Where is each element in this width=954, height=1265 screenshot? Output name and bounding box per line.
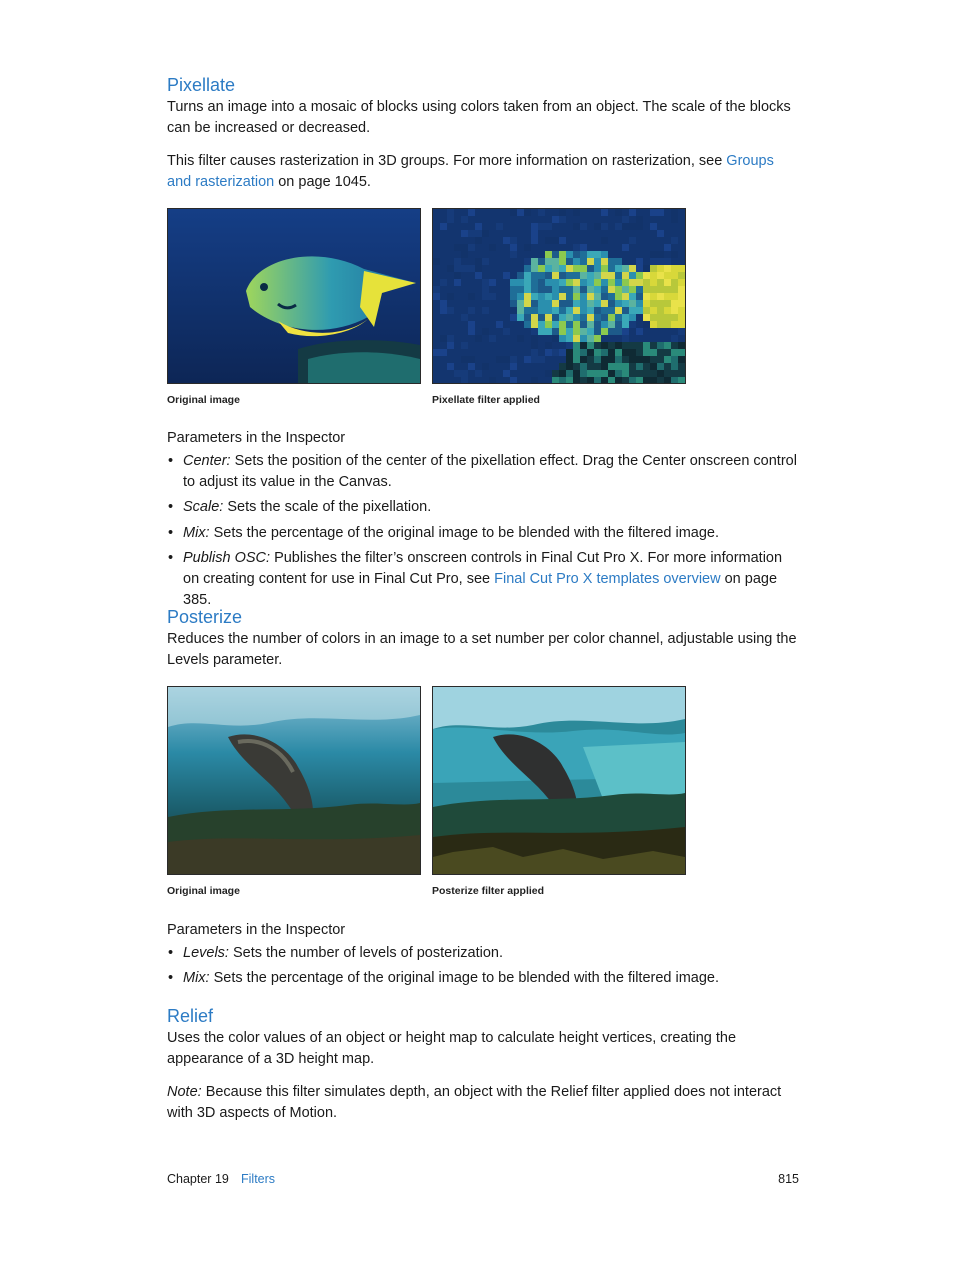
param-desc: Sets the position of the center of the pixellation effect. Drag the Center onscreen control to adjust its value in the Canvas. — [183, 453, 797, 490]
footer-section-link[interactable]: Filters — [241, 1172, 276, 1186]
param-desc: Publishes the filter’s onscreen controls in Final Cut Pro X. For more information on creating content for use in Final Cut Pro, see — [183, 550, 783, 587]
posterize-heading: Posterize — [167, 607, 243, 627]
pixellate-params-heading: Parameters in the Inspector — [167, 430, 346, 446]
bullet: • — [168, 945, 174, 961]
bullet: • — [168, 550, 174, 566]
param-name: Mix: — [183, 970, 210, 986]
param-name: Center: — [183, 453, 231, 469]
bullet: • — [168, 970, 174, 986]
footer-page-number: 815 — [778, 1172, 799, 1186]
posterize-params-heading: Parameters in the Inspector — [167, 922, 346, 938]
posterize-original-image — [167, 686, 421, 875]
param-desc: Sets the number of levels of posterization. — [228, 945, 503, 961]
pixellate-original-caption: Original image — [167, 394, 240, 406]
relief-note — [167, 1082, 799, 1124]
bullet: • — [168, 453, 174, 469]
posterize-filtered-image — [432, 686, 686, 875]
pixellate-heading: Pixellate — [167, 75, 236, 95]
pixellate-filtered-caption: Pixellate filter applied — [432, 394, 540, 406]
rasterization-page-ref: on page 1045. — [274, 174, 371, 190]
final-cut-pro-templates-link[interactable]: Final Cut Pro X templates overview — [494, 571, 721, 587]
bullet: • — [168, 499, 174, 515]
param-name: Mix: — [183, 525, 210, 541]
param-name: Levels: — [183, 945, 229, 961]
bullet: • — [168, 525, 174, 541]
rasterization-text: This filter causes rasterization in 3D groups. For more information on rasterization, see — [167, 153, 727, 169]
footer-chapter: Chapter 19 — [167, 1172, 229, 1186]
param-desc: Sets the scale of the pixellation. — [223, 499, 432, 515]
param-page-ref: on page 385. — [183, 571, 778, 608]
relief-heading: Relief — [167, 1006, 214, 1026]
pixellate-original-image — [167, 208, 421, 384]
note-text: Because this filter simulates depth, an object with the Relief filter applied does not interact with 3D aspects of Motion. — [167, 1084, 782, 1121]
param-name: Publish OSC: — [183, 550, 271, 566]
posterize-description: Reduces the number of colors in an image to a set number per color channel, adjustable using the Levels parameter. — [167, 631, 797, 668]
pixellate-description: Turns an image into a mosaic of blocks using colors taken from an object. The scale of the blocks can be increased or decreased. — [167, 99, 791, 136]
param-name: Scale: — [183, 499, 224, 515]
posterize-original-caption: Original image — [167, 885, 240, 897]
groups-and-rasterization-link[interactable]: Groups and rasterization — [167, 153, 774, 190]
param-desc: Sets the percentage of the original image to be blended with the filtered image. — [209, 525, 720, 541]
posterize-filtered-caption: Posterize filter applied — [432, 885, 545, 897]
pixellate-rasterization-note — [167, 151, 799, 193]
pixellate-filtered-image — [432, 208, 686, 384]
relief-description: Uses the color values of an object or height map to calculate height vertices, creating the appearance of a 3D height map. — [167, 1030, 737, 1067]
note-label: Note: — [167, 1084, 202, 1100]
param-desc: Sets the percentage of the original image to be blended with the filtered image. — [209, 970, 720, 986]
